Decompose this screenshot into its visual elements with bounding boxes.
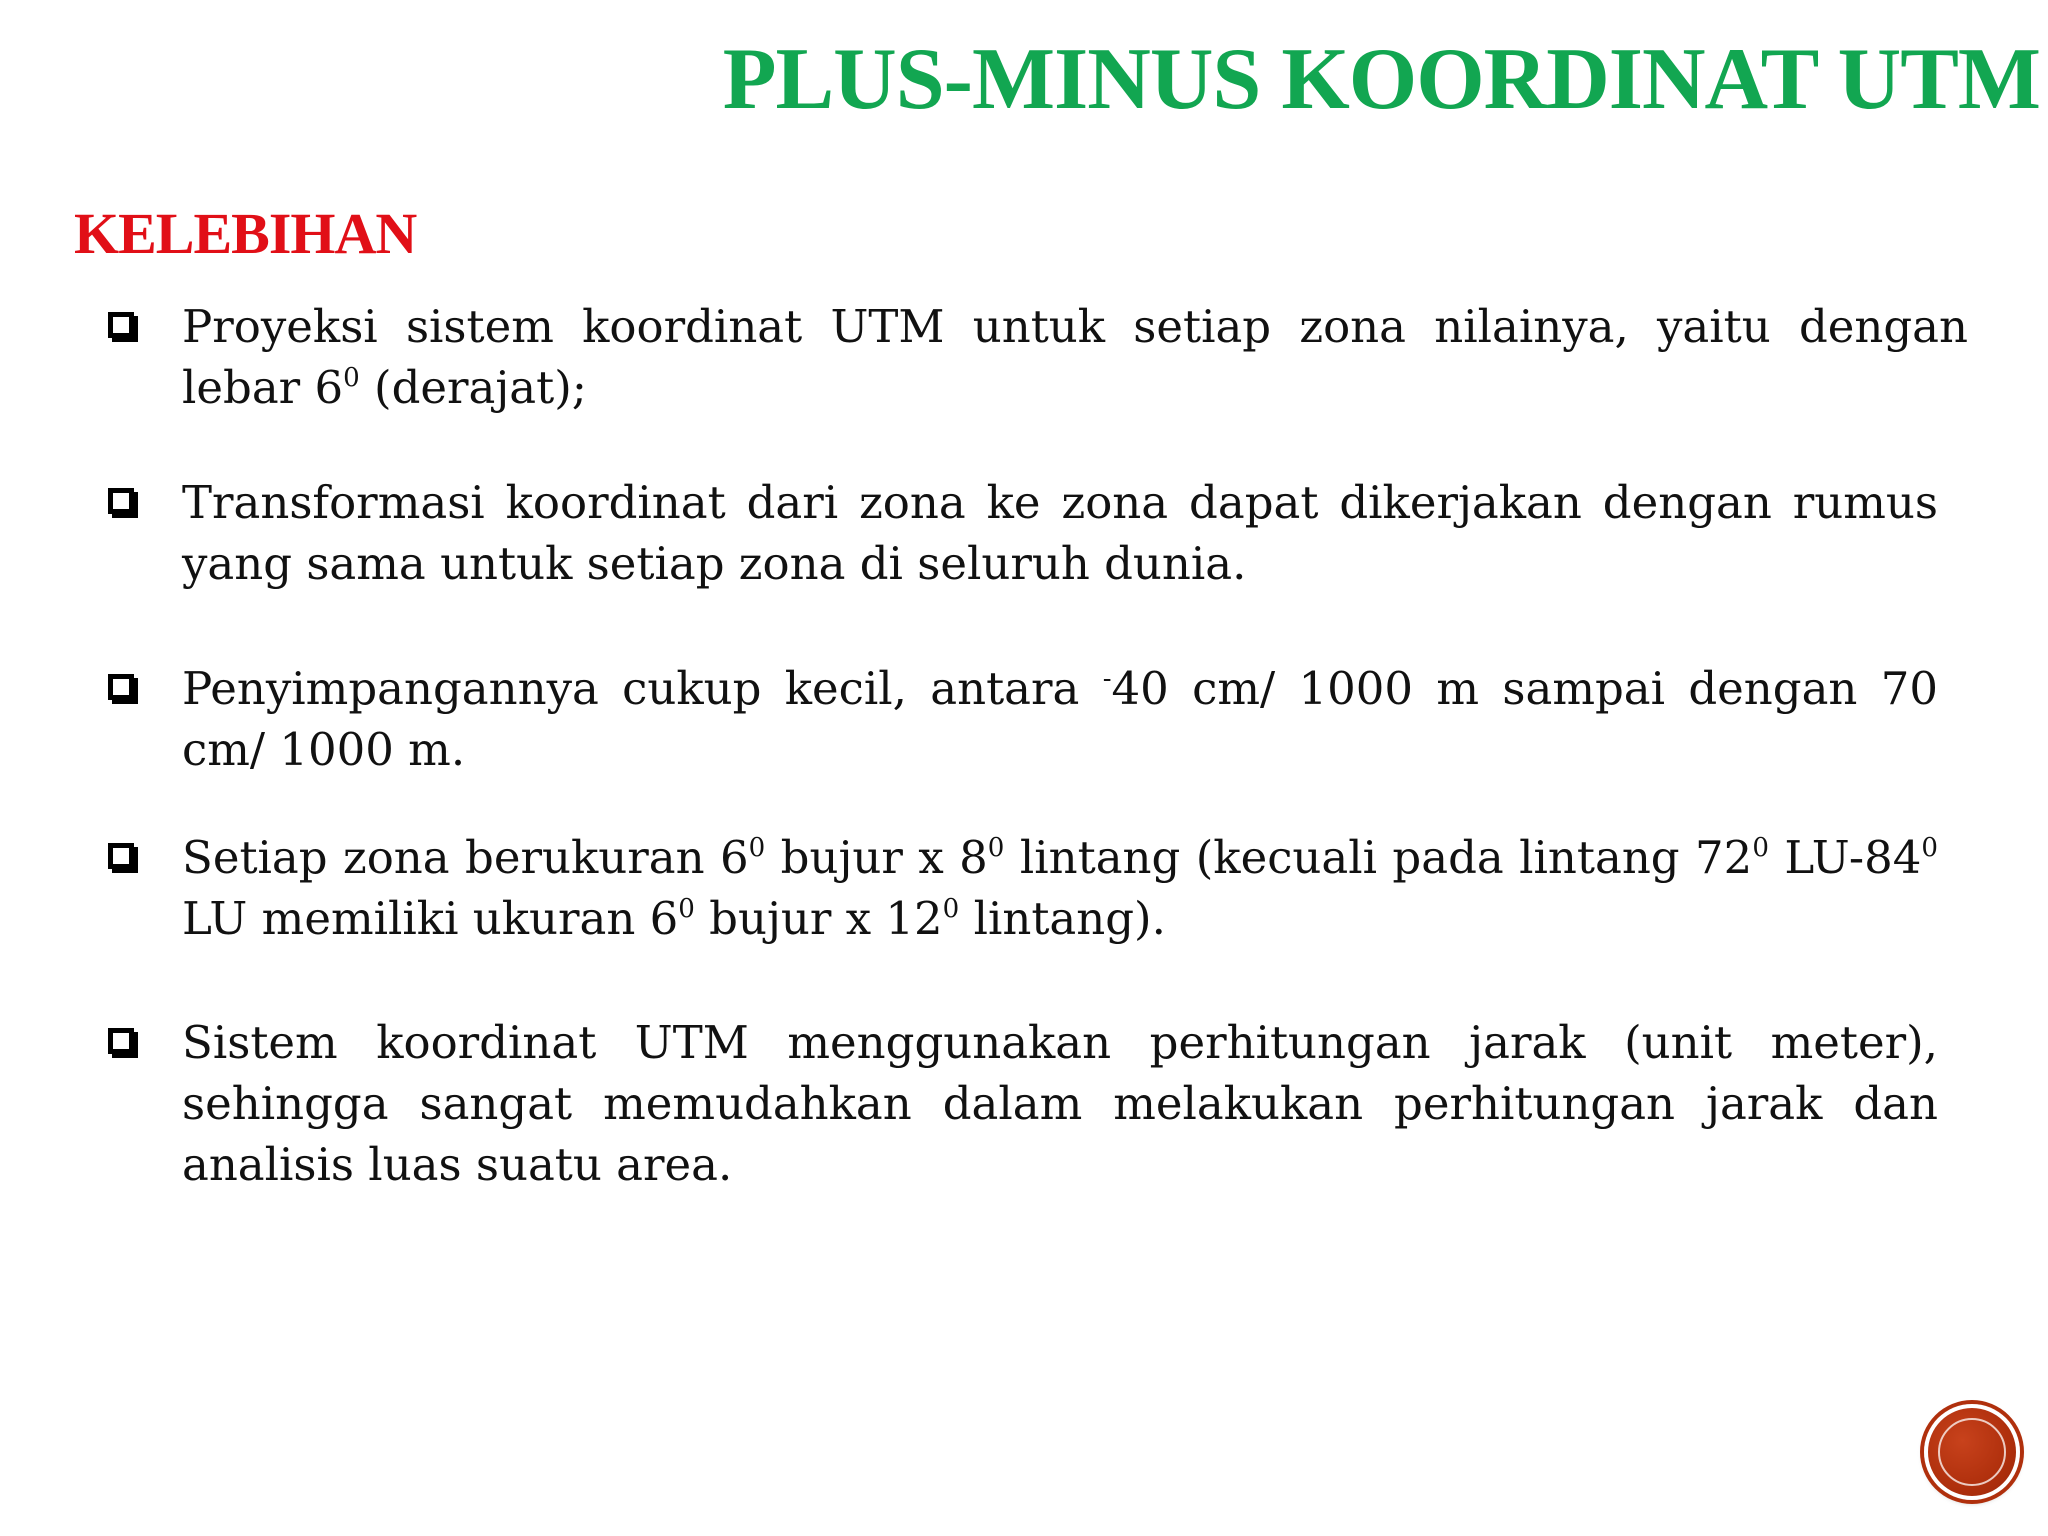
- bullet-text-segment: Proyeksi sistem koordinat UTM untuk setiap zona nilainya, yaitu dengan lebar 6: [182, 300, 1968, 414]
- bullet-text: [182, 296, 1968, 418]
- list-item: [108, 296, 1968, 418]
- list-item: [108, 472, 1958, 594]
- checkbox-bullet-icon: [108, 843, 134, 869]
- slide-title: PLUS-MINUS KOORDINAT UTM: [722, 31, 2040, 128]
- bullet-text: Transformasi koordinat dari zona ke zona dapat dikerjakan dengan rumus yang sama untuk setiap zona di seluruh dunia.: [182, 476, 1938, 590]
- checkbox-bullet-icon: [108, 1028, 134, 1054]
- superscript: 0: [343, 363, 360, 394]
- bullet-text-segment: (derajat);: [359, 361, 587, 414]
- bullet-text-segment: LU memiliki ukuran 6: [182, 892, 679, 945]
- superscript: 0: [942, 894, 960, 925]
- bullet-text-segment: LU-84: [1768, 831, 1922, 884]
- bullet-text-segment: Penyimpangannya cukup kecil, antara: [182, 662, 1103, 715]
- superscript: 0: [748, 833, 766, 864]
- list-item: [108, 827, 1958, 949]
- bullet-text: [182, 658, 1938, 780]
- circle-next-button-icon[interactable]: [1924, 1404, 2020, 1500]
- bullet-text-segment: Setiap zona berukuran 6: [182, 831, 749, 884]
- checkbox-bullet-icon: [108, 488, 134, 514]
- superscript: -: [1102, 664, 1112, 695]
- bullet-text-segment: bujur x 8: [765, 831, 988, 884]
- bullet-text-segment: lintang (kecuali pada lintang 72: [1004, 831, 1753, 884]
- bullet-text-segment: lintang).: [959, 892, 1166, 945]
- superscript: 0: [678, 894, 695, 925]
- section-heading-kelebihan: KELEBIHAN: [74, 201, 417, 266]
- checkbox-bullet-icon: [108, 312, 134, 338]
- checkbox-bullet-icon: [108, 674, 134, 700]
- superscript: 0: [1921, 833, 1938, 864]
- superscript: 0: [1752, 833, 1769, 864]
- bullet-text: [182, 827, 1938, 949]
- bullet-text: Sistem koordinat UTM menggunakan perhitungan jarak (unit meter), sehingga sangat memudahkan dalam melakukan perhitungan jarak dan analisis luas suatu area.: [182, 1016, 1938, 1191]
- bullet-text-segment: 40 cm/ 1000 m sampai dengan 70 cm/ 1000 m.: [182, 662, 1939, 776]
- list-item: [108, 658, 1958, 780]
- list-item: [108, 1012, 1958, 1195]
- superscript: 0: [987, 833, 1005, 864]
- bullet-text-segment: bujur x 12: [694, 892, 943, 945]
